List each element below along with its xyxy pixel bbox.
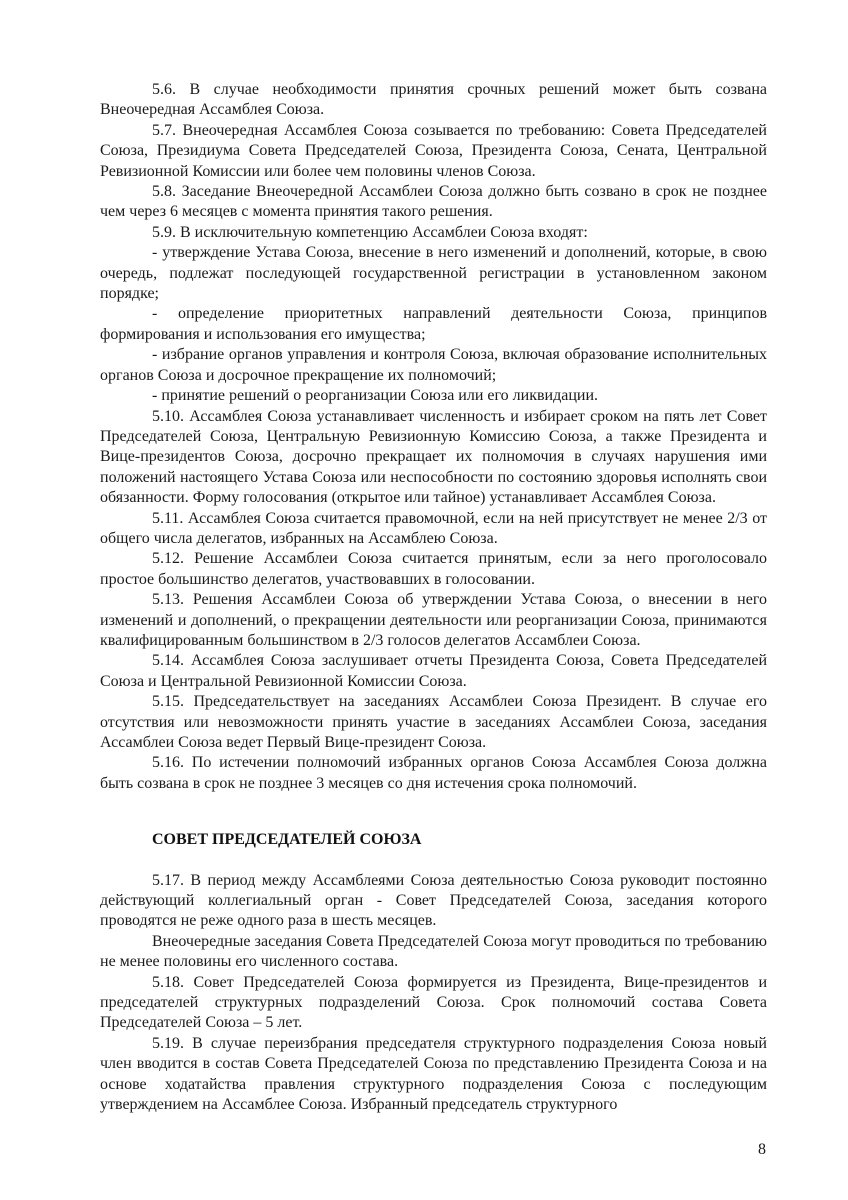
paragraph-5-6: 5.6. В случае необходимости принятия срочных решений может быть созвана Внеочередная Ассамблея Союза.	[100, 81, 767, 119]
list-item-election-of-bodies: - избрание органов управления и контроля Союза, включая образование исполнительных органов Союза и досрочное прекращение их полномочий;	[100, 346, 767, 384]
paragraph-5-14: 5.14. Ассамблея Союза заслушивает отчеты Президента Союза, Совета Председателей Союза и Центральной Ревизионной Комиссии Союза.	[100, 652, 767, 690]
paragraph-5-8: 5.8. Заседание Внеочередной Ассамблеи Союза должно быть созвано в срок не позднее чем через 6 месяцев с момента принятия такого решения.	[100, 183, 767, 221]
assembly-section	[100, 80, 767, 794]
paragraph-5-13: 5.13. Решения Ассамблеи Союза об утверждении Устава Союза, о внесении в него изменений и дополнений, о прекращении деятельности или реорганизации Союза, принимаются квалифицированным большинством в 2/3 голосов делегатов Ассамблеи Союза.	[100, 591, 767, 649]
section-heading: СОВЕТ ПРЕДСЕДАТЕЛЕЙ СОЮЗА	[152, 831, 422, 849]
paragraph-5-9: 5.9. В исключительную компетенцию Ассамблеи Союза входят:	[152, 223, 588, 241]
list-item-priorities: - определение приоритетных направлений деятельности Союза, принципов формирования и использования его имущества;	[100, 305, 767, 343]
paragraph-5-15: 5.15. Председательствует на заседаниях Ассамблеи Союза Президент. В случае его отсутствия или невозможности принять участие в заседаниях Ассамблеи Союза, заседания Ассамблеи Союза ведет Первый Вице-президент Союза.	[100, 693, 767, 751]
council-section	[100, 871, 767, 1116]
paragraph-5-17: 5.17. В период между Ассамблеями Союза деятельностью Союза руководит постоянно действующий коллегиальный орган - Совет Председателей Союза, заседания которого проводятся не реже одного раза в шесть месяцев.	[100, 871, 767, 930]
paragraph-5-19: 5.19. В случае переизбрания председателя структурного подразделения Союза новый член вводится в состав Совета Председателей Союза по представлению Президента Союза и на основе ходатайства правления структурного подразделения Союза с последующим утверждением на Ассамблее Союза. Избранный председатель структурного	[100, 1034, 767, 1114]
page-number: 8	[758, 1141, 766, 1158]
paragraph-5-10: 5.10. Ассамблея Союза устанавливает численность и избирает сроком на пять лет Совет Председателей Союза, Центральную Ревизионную Комиссию Союза, а также Президента и Вице-президентов Союза, досрочно прекращает их полномочия в случаях нарушения ими положений настоящего Устава Союза или неспособности по состоянию здоровья исполнять свои обязанности. Форму голосования (открытое или тайное) устанавливает Ассамблея Союза.	[100, 407, 767, 507]
paragraph-5-11: 5.11. Ассамблея Союза считается правомочной, если на ней присутствует не менее 2/3 от общего числа делегатов, избранных на Ассамблею Союза.	[100, 509, 767, 547]
paragraph-5-16: 5.16. По истечении полномочий избранных органов Союза Ассамблея Союза должна быть созвана в срок не позднее 3 месяцев со дня истечения срока полномочий.	[100, 754, 767, 792]
document-page	[100, 80, 767, 1116]
list-item-charter-approval: - утверждение Устава Союза, внесение в него изменений и дополнений, которые, в свою очередь, подлежат последующей государственной регистрации в установленном законом порядке;	[100, 244, 767, 303]
paragraph-5-18: 5.18. Совет Председателей Союза формируется из Президента, Вице-президентов и председателей структурных подразделений Союза. Срок полномочий состава Совета Председателей Союза – 5 лет.	[100, 973, 767, 1032]
paragraph-5-12: 5.12. Решение Ассамблеи Союза считается принятым, если за него проголосовало простое большинство делегатов, участвовавших в голосовании.	[100, 550, 767, 588]
paragraph-5-7: 5.7. Внеочередная Ассамблея Союза созывается по требованию: Совета Председателей Союза, Президиума Совета Председателей Союза, Президента Союза, Сената, Центральной Ревизионной Комиссии или более чем половины членов Союза.	[100, 121, 767, 180]
list-item-reorganization: - принятие решений о реорганизации Союза или его ликвидации.	[152, 387, 599, 405]
paragraph-extraordinary-meetings: Внеочередные заседания Совета Председателей Союза могут проводиться по требованию не менее половины его численного состава.	[100, 932, 767, 971]
